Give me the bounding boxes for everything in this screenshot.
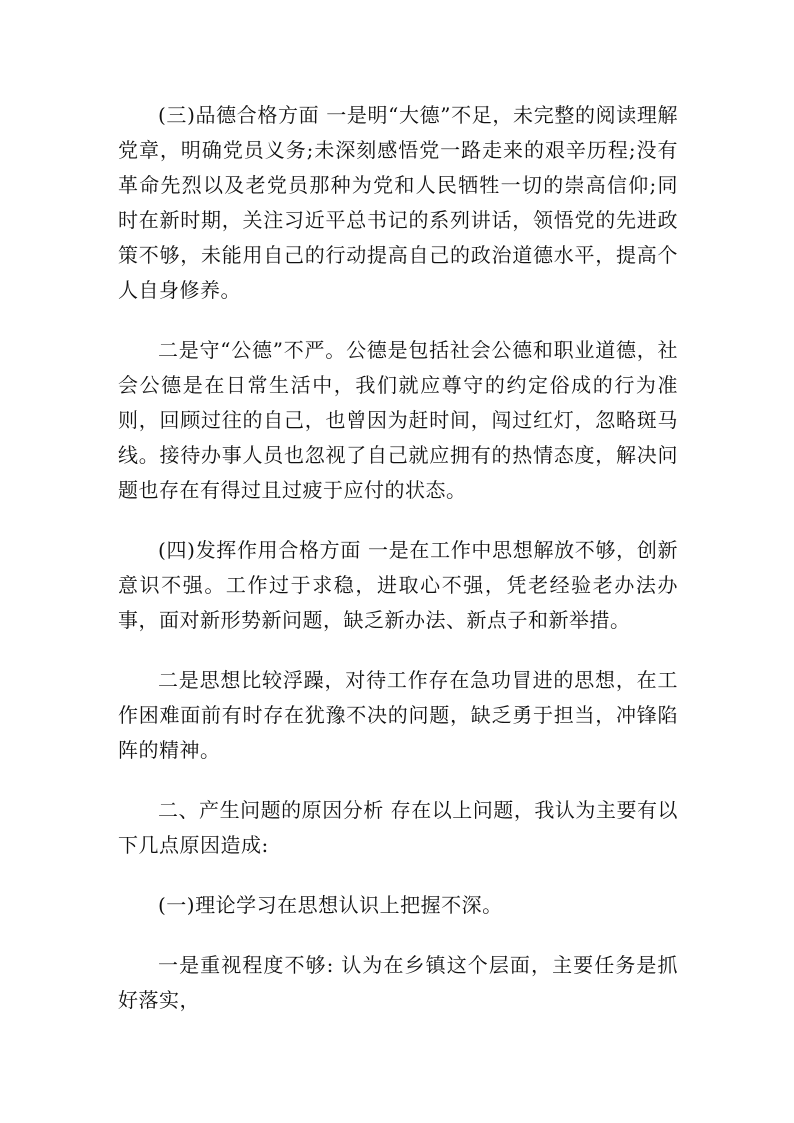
paragraph-moral-qualification: (三)品德合格方面 一是明“大德”不足，未完整的阅读理解党章，明确党员义务;未深刻感悟党一路走来的艰辛历程;没有革命先烈以及老党员那种为党和人民牺牲一切的崇高信仰;同时在新时期，关注习近平总书记的系列讲话，领悟党的先进政策不够，未能用自己的行动提高自己的政治道德水平，提高个人自身修养。 — [118, 103, 678, 302]
paragraph-public-morality: 二是守“公德”不严。公德是包括社会公德和职业道德，社会公德是在日常生活中，我们就应尊守的约定俗成的行为准则，回顾过往的自己，也曾因为赶时间，闯过红灯，忽略斑马线。接待办事人员也忽视了自己就应拥有的热情态度，解决问题也存在有得过且过疲于应付的状态。 — [118, 338, 678, 502]
paragraph-impetuous-thinking: 二是思想比较浮躁，对待工作存在急功冒进的思想，在工作困难面前有时存在犹豫不决的问题，缺乏勇于担当，冲锋陷阵的精神。 — [118, 668, 678, 762]
document-body — [118, 98, 678, 1043]
paragraph-theory-study: (一)理论学习在思想认识上把握不深。 — [158, 893, 503, 917]
paragraph-role-qualification: (四)发挥作用合格方面 一是在工作中思想解放不够，创新意识不强。工作过于求稳，进取心不强，凭老经验老办法办事，面对新形势新问题，缺乏新办法、新点子和新举措。 — [118, 538, 678, 632]
paragraph-insufficient-attention: 一是重视程度不够: 认为在乡镇这个层面，主要任务是抓好落实， — [118, 953, 678, 1012]
paragraph-cause-analysis: 二、产生问题的原因分析 存在以上问题，我认为主要有以下几点原因造成: — [118, 798, 678, 857]
